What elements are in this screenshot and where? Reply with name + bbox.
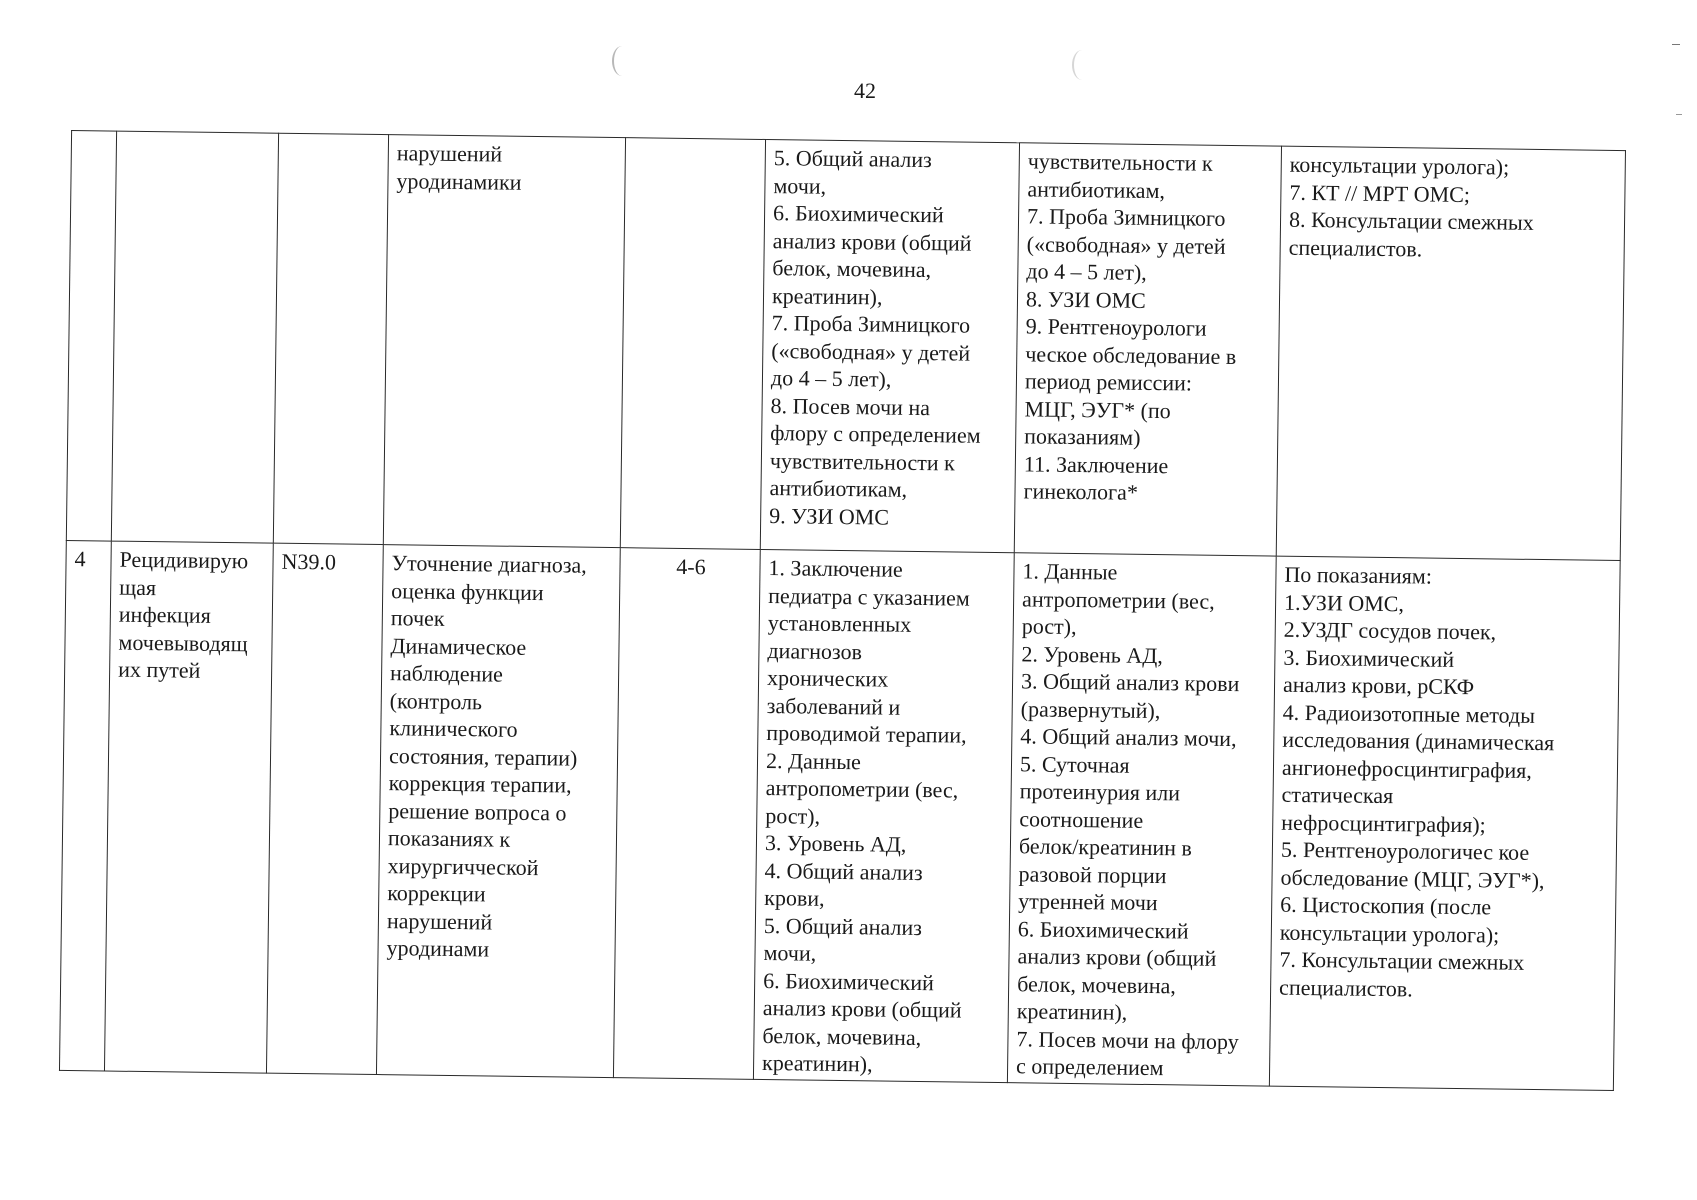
cell-monitoring-exams: чувствительности к антибиотикам, 7. Проба Зимницкого («свободная» у детей до 4 – 5 лет), 8. УЗИ ОМС 9. Рентгеноурологи ческое обследование в период ремиссии: МЦГ, ЭУГ* (по показаниям) 11. Заключение гинеколога* <box>1014 143 1281 556</box>
scan-artifact <box>1676 114 1682 115</box>
protocol-table <box>59 130 1626 1091</box>
cell-mandatory-exams: 5. Общий анализ мочи, 6. Биохимический анализ крови (общий белок, мочевина, креатинин), 7. Проба Зимницкого («свободная» у детей до 4 – 5 лет), 8. Посев мочи на флору с определением чувствительности к антибиотикам, 9. УЗИ ОМС <box>760 139 1019 552</box>
scan-artifact <box>1672 44 1680 45</box>
protocol-table-container <box>59 130 1625 1088</box>
scan-artifact <box>612 46 632 76</box>
cell-number: 4 <box>59 540 111 1070</box>
cell-monitoring-exams: 1. Данные антропометрии (вес, рост), 2. Уровень АД, 3. Общий анализ крови (развернутый), 4. Общий анализ мочи, 5. Суточная протеинурия или соотношение белок/креатинин в разовой порции утренней мочи 6. Биохимический анализ крови (общий белок, мочевина, креатинин), 7. Посев мочи на флору с определением <box>1007 553 1276 1086</box>
cell-icd-code <box>273 133 388 544</box>
cell-frequency <box>620 138 765 550</box>
cell-disease <box>111 131 278 543</box>
table-row-continued <box>66 131 1625 561</box>
cell-goal: нарушений уродинамики <box>383 135 625 548</box>
cell-mandatory-exams: 1. Заключение педиатра с указанием установленных диагнозов хронических заболеваний и проводимой терапии, 2. Данные антропометрии (вес, рост), 3. Уровень АД, 4. Общий анализ крови, 5. Общий анализ мочи, 6. Биохимический анализ крови (общий белок, мочевина, креатинин), <box>753 549 1014 1082</box>
page-number: 42 <box>854 78 876 103</box>
cell-additional-exams: По показаниям: 1.УЗИ ОМС, 2.УЗДГ сосудов почек, 3. Биохимический анализ крови, рСКФ 4. Радиоизотопные методы исследования (динамическая ангионефросцинтиграфия, статическая нефросцинтиграфия); 5. Рентгеноурологичес кое обследование (МЦГ, ЭУГ*), 6. Цистоскопия (после консультации уролога); 7. Консультации смежных специалистов. <box>1269 556 1620 1090</box>
table-row <box>59 540 1620 1090</box>
cell-additional-exams: консультации уролога); 7. КТ // МРТ ОМС; 8. Консультации смежных специалистов. <box>1276 146 1625 560</box>
cell-goal: Уточнение диагноза, оценка функции почек Динамическое наблюдение (контроль клинического состояния, терапии) коррекция терапии, решение вопроса о показаниях к хирургичческой коррекции нарушений уродинами <box>376 545 620 1078</box>
cell-icd-code: N39.0 <box>266 543 383 1074</box>
cell-number <box>66 131 116 542</box>
scan-artifact <box>1072 50 1092 80</box>
cell-disease: Рецидивирую щая инфекция мочевыводящ их путей <box>104 541 273 1073</box>
cell-frequency: 4-6 <box>613 548 760 1079</box>
